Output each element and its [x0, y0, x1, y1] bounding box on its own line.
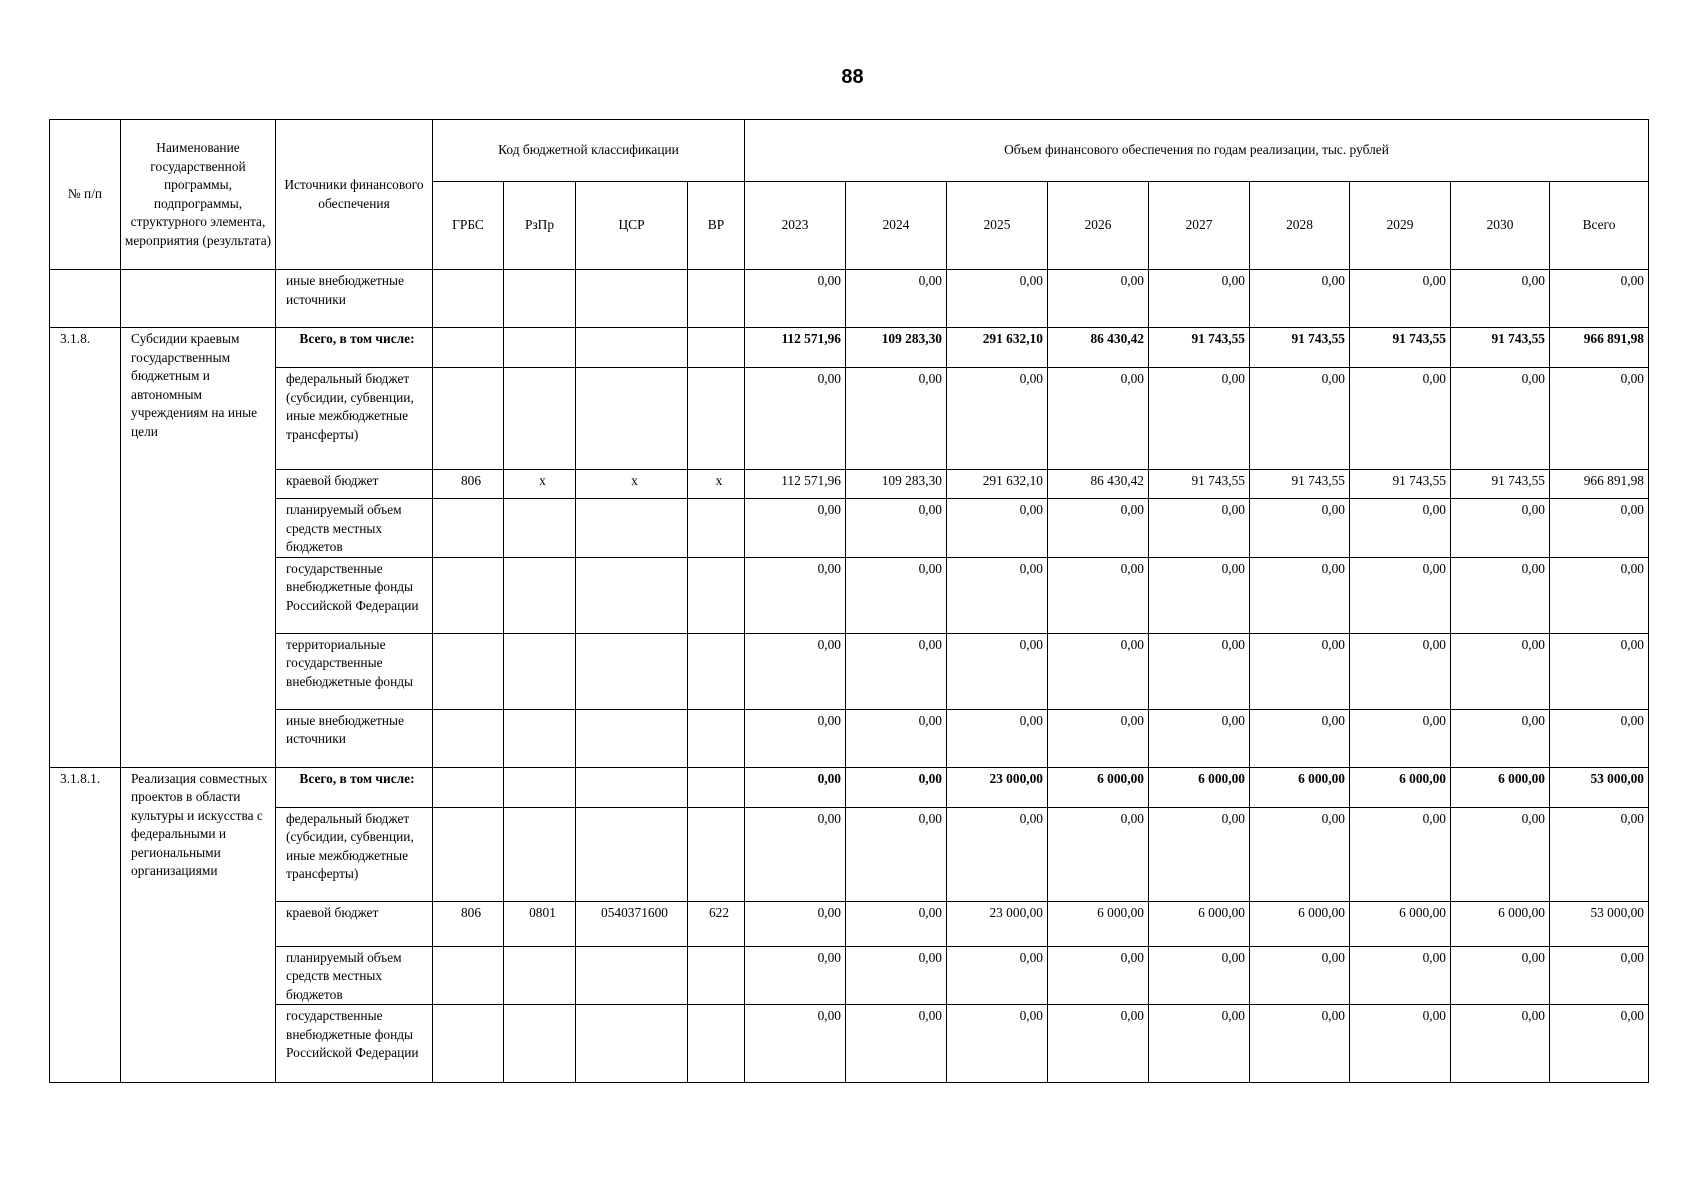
value-2030: 0,00 [1451, 557, 1550, 633]
code-csr [576, 709, 688, 767]
value-2028: 0,00 [1250, 270, 1350, 328]
table-row [50, 368, 1649, 470]
code-vr [688, 946, 745, 1005]
header-nn: № п/п [50, 120, 121, 270]
code-vr [688, 1005, 745, 1083]
code-vr: 622 [688, 901, 745, 946]
value-total: 0,00 [1550, 368, 1649, 470]
code-grbs [433, 946, 504, 1005]
header-year-2029: 2029 [1350, 182, 1451, 270]
code-vr [688, 807, 745, 901]
value-2025: 0,00 [947, 368, 1048, 470]
code-grbs: 806 [433, 470, 504, 499]
value-2030: 0,00 [1451, 1005, 1550, 1083]
value-2025: 0,00 [947, 946, 1048, 1005]
code-grbs [433, 328, 504, 368]
code-rzpr [504, 270, 576, 328]
funding-source: государственные внебюджетные фонды Российской Федерации [276, 1005, 433, 1083]
value-2027: 0,00 [1149, 368, 1250, 470]
code-grbs [433, 557, 504, 633]
header-years-group: Объем финансового обеспечения по годам реализации, тыс. рублей [745, 120, 1649, 182]
value-2027: 0,00 [1149, 807, 1250, 901]
value-2030: 6 000,00 [1451, 767, 1550, 807]
value-2029: 6 000,00 [1350, 767, 1451, 807]
value-2028: 91 743,55 [1250, 470, 1350, 499]
value-2026: 0,00 [1048, 709, 1149, 767]
value-2025: 0,00 [947, 557, 1048, 633]
code-vr [688, 270, 745, 328]
value-2024: 0,00 [846, 499, 947, 558]
value-2024: 0,00 [846, 946, 947, 1005]
value-total: 0,00 [1550, 633, 1649, 709]
header-code-csr: ЦСР [576, 182, 688, 270]
code-csr [576, 946, 688, 1005]
value-2027: 91 743,55 [1149, 470, 1250, 499]
value-2024: 109 283,30 [846, 328, 947, 368]
header-year-2027: 2027 [1149, 182, 1250, 270]
table-row [50, 901, 1649, 946]
value-2027: 0,00 [1149, 709, 1250, 767]
value-2030: 0,00 [1451, 368, 1550, 470]
header-code-grbs: ГРБС [433, 182, 504, 270]
value-2026: 0,00 [1048, 499, 1149, 558]
code-csr [576, 807, 688, 901]
value-2028: 0,00 [1250, 557, 1350, 633]
value-2029: 0,00 [1350, 633, 1451, 709]
code-csr [576, 767, 688, 807]
code-rzpr: 0801 [504, 901, 576, 946]
value-2023: 0,00 [745, 270, 846, 328]
table-row [50, 557, 1649, 633]
value-2025: 0,00 [947, 499, 1048, 558]
code-rzpr: х [504, 470, 576, 499]
code-rzpr [504, 557, 576, 633]
value-2025: 0,00 [947, 709, 1048, 767]
header-code-vr: ВР [688, 182, 745, 270]
value-2025: 291 632,10 [947, 328, 1048, 368]
value-2028: 0,00 [1250, 1005, 1350, 1083]
code-grbs: 806 [433, 901, 504, 946]
funding-source: краевой бюджет [276, 901, 433, 946]
value-2030: 0,00 [1451, 709, 1550, 767]
code-grbs [433, 499, 504, 558]
code-grbs [433, 767, 504, 807]
value-total: 0,00 [1550, 709, 1649, 767]
value-2029: 0,00 [1350, 557, 1451, 633]
table-row [50, 270, 1649, 328]
code-csr [576, 270, 688, 328]
code-grbs [433, 1005, 504, 1083]
code-grbs [433, 368, 504, 470]
table-row [50, 328, 1649, 368]
value-2025: 23 000,00 [947, 901, 1048, 946]
value-total: 966 891,98 [1550, 470, 1649, 499]
table-row [50, 1005, 1649, 1083]
value-2030: 0,00 [1451, 807, 1550, 901]
budget-table [49, 119, 1649, 1083]
code-csr [576, 328, 688, 368]
value-2028: 0,00 [1250, 709, 1350, 767]
header-source: Источники финансового обеспечения [276, 120, 433, 270]
value-total: 966 891,98 [1550, 328, 1649, 368]
funding-source: краевой бюджет [276, 470, 433, 499]
funding-source: Всего, в том числе: [276, 767, 433, 807]
code-csr [576, 1005, 688, 1083]
funding-source: планируемый объем средств местных бюджетов [276, 499, 433, 558]
row-number: 3.1.8. [50, 328, 121, 768]
code-rzpr [504, 767, 576, 807]
value-2026: 86 430,42 [1048, 470, 1149, 499]
value-2024: 0,00 [846, 633, 947, 709]
header-year-2026: 2026 [1048, 182, 1149, 270]
value-2029: 6 000,00 [1350, 901, 1451, 946]
header-year-2030: 2030 [1451, 182, 1550, 270]
value-2029: 0,00 [1350, 1005, 1451, 1083]
code-csr: 0540371600 [576, 901, 688, 946]
value-2023: 112 571,96 [745, 328, 846, 368]
value-2024: 0,00 [846, 270, 947, 328]
value-2029: 0,00 [1350, 270, 1451, 328]
row-number: 3.1.8.1. [50, 767, 121, 1083]
value-2026: 0,00 [1048, 946, 1149, 1005]
code-csr [576, 368, 688, 470]
table-row [50, 633, 1649, 709]
value-2024: 0,00 [846, 767, 947, 807]
value-2025: 0,00 [947, 270, 1048, 328]
header-name: Наименование государственной программы, подпрограммы, структурного элемента, мероприятия (результата) [121, 120, 276, 270]
value-2024: 0,00 [846, 807, 947, 901]
funding-source: иные внебюджетные источники [276, 270, 433, 328]
value-2025: 0,00 [947, 633, 1048, 709]
code-grbs [433, 807, 504, 901]
table-row [50, 709, 1649, 767]
code-rzpr [504, 807, 576, 901]
value-2030: 0,00 [1451, 270, 1550, 328]
code-vr [688, 328, 745, 368]
code-grbs [433, 709, 504, 767]
program-name: Субсидии краевым государственным бюджетным и автономным учреждениям на иные цели [121, 328, 276, 768]
code-csr [576, 499, 688, 558]
value-2023: 0,00 [745, 946, 846, 1005]
value-2029: 91 743,55 [1350, 328, 1451, 368]
code-rzpr [504, 328, 576, 368]
value-2027: 91 743,55 [1149, 328, 1250, 368]
value-2027: 0,00 [1149, 270, 1250, 328]
funding-source: планируемый объем средств местных бюджетов [276, 946, 433, 1005]
value-2023: 0,00 [745, 807, 846, 901]
value-2023: 0,00 [745, 633, 846, 709]
value-2024: 0,00 [846, 901, 947, 946]
value-2026: 0,00 [1048, 807, 1149, 901]
value-2024: 0,00 [846, 709, 947, 767]
value-2023: 0,00 [745, 557, 846, 633]
value-2028: 0,00 [1250, 633, 1350, 709]
value-2023: 112 571,96 [745, 470, 846, 499]
table-row [50, 946, 1649, 1005]
header-year-2028: 2028 [1250, 182, 1350, 270]
table-row [50, 807, 1649, 901]
value-total: 53 000,00 [1550, 767, 1649, 807]
code-rzpr [504, 946, 576, 1005]
value-2030: 0,00 [1451, 633, 1550, 709]
value-2024: 0,00 [846, 1005, 947, 1083]
code-vr [688, 368, 745, 470]
value-total: 0,00 [1550, 270, 1649, 328]
value-2023: 0,00 [745, 901, 846, 946]
value-total: 0,00 [1550, 499, 1649, 558]
header-year-2025: 2025 [947, 182, 1048, 270]
value-2025: 23 000,00 [947, 767, 1048, 807]
code-vr: х [688, 470, 745, 499]
value-2023: 0,00 [745, 499, 846, 558]
table-row [50, 767, 1649, 807]
value-2027: 0,00 [1149, 633, 1250, 709]
value-2028: 6 000,00 [1250, 767, 1350, 807]
value-2028: 6 000,00 [1250, 901, 1350, 946]
code-grbs [433, 633, 504, 709]
code-vr [688, 633, 745, 709]
value-2030: 91 743,55 [1451, 470, 1550, 499]
code-vr [688, 767, 745, 807]
value-2030: 91 743,55 [1451, 328, 1550, 368]
value-2026: 86 430,42 [1048, 328, 1149, 368]
value-2027: 6 000,00 [1149, 901, 1250, 946]
value-2026: 0,00 [1048, 1005, 1149, 1083]
value-2028: 0,00 [1250, 368, 1350, 470]
program-name: Реализация совместных проектов в области культуры и искусства с федеральными и региональными организациями [121, 767, 276, 1083]
value-2026: 0,00 [1048, 368, 1149, 470]
value-2027: 0,00 [1149, 1005, 1250, 1083]
value-2026: 6 000,00 [1048, 901, 1149, 946]
value-total: 0,00 [1550, 946, 1649, 1005]
value-2025: 0,00 [947, 1005, 1048, 1083]
value-2029: 0,00 [1350, 499, 1451, 558]
value-2027: 0,00 [1149, 946, 1250, 1005]
value-2026: 0,00 [1048, 633, 1149, 709]
value-2030: 6 000,00 [1451, 901, 1550, 946]
funding-source: территориальные государственные внебюджетные фонды [276, 633, 433, 709]
funding-source: иные внебюджетные источники [276, 709, 433, 767]
program-name [121, 270, 276, 328]
value-2024: 0,00 [846, 368, 947, 470]
value-2029: 0,00 [1350, 946, 1451, 1005]
value-total: 0,00 [1550, 807, 1649, 901]
value-total: 0,00 [1550, 557, 1649, 633]
funding-source: федеральный бюджет (субсидии, субвенции, иные межбюджетные трансферты) [276, 807, 433, 901]
value-2023: 0,00 [745, 767, 846, 807]
header-total: Всего [1550, 182, 1649, 270]
value-2029: 0,00 [1350, 368, 1451, 470]
value-2024: 109 283,30 [846, 470, 947, 499]
code-rzpr [504, 709, 576, 767]
value-2029: 0,00 [1350, 709, 1451, 767]
table-row [50, 499, 1649, 558]
value-2030: 0,00 [1451, 946, 1550, 1005]
value-2028: 0,00 [1250, 499, 1350, 558]
code-vr [688, 499, 745, 558]
header-year-2024: 2024 [846, 182, 947, 270]
value-2027: 0,00 [1149, 499, 1250, 558]
value-2028: 0,00 [1250, 807, 1350, 901]
value-total: 0,00 [1550, 1005, 1649, 1083]
value-2026: 0,00 [1048, 270, 1149, 328]
value-2025: 0,00 [947, 807, 1048, 901]
value-2025: 291 632,10 [947, 470, 1048, 499]
value-2028: 0,00 [1250, 946, 1350, 1005]
header-codes-group: Код бюджетной классификации [433, 120, 745, 182]
page-number: 88 [841, 66, 864, 88]
code-csr [576, 557, 688, 633]
row-number [50, 270, 121, 328]
code-grbs [433, 270, 504, 328]
table-row [50, 470, 1649, 499]
value-2023: 0,00 [745, 1005, 846, 1083]
funding-source: Всего, в том числе: [276, 328, 433, 368]
value-2026: 6 000,00 [1048, 767, 1149, 807]
value-2023: 0,00 [745, 709, 846, 767]
value-2023: 0,00 [745, 368, 846, 470]
code-vr [688, 709, 745, 767]
code-csr [576, 633, 688, 709]
value-2029: 91 743,55 [1350, 470, 1451, 499]
value-2027: 6 000,00 [1149, 767, 1250, 807]
code-rzpr [504, 1005, 576, 1083]
value-2027: 0,00 [1149, 557, 1250, 633]
code-vr [688, 557, 745, 633]
funding-source: федеральный бюджет (субсидии, субвенции, иные межбюджетные трансферты) [276, 368, 433, 470]
value-2024: 0,00 [846, 557, 947, 633]
code-csr: х [576, 470, 688, 499]
code-rzpr [504, 633, 576, 709]
value-2030: 0,00 [1451, 499, 1550, 558]
code-rzpr [504, 368, 576, 470]
value-2028: 91 743,55 [1250, 328, 1350, 368]
header-year-2023: 2023 [745, 182, 846, 270]
header-code-rzpr: РзПр [504, 182, 576, 270]
value-2029: 0,00 [1350, 807, 1451, 901]
funding-source: государственные внебюджетные фонды Российской Федерации [276, 557, 433, 633]
value-2026: 0,00 [1048, 557, 1149, 633]
value-total: 53 000,00 [1550, 901, 1649, 946]
code-rzpr [504, 499, 576, 558]
